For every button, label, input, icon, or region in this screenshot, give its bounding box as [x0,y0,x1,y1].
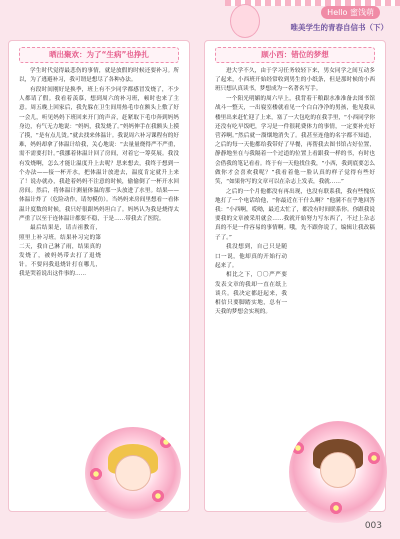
right-article-body [215,67,375,318]
left-article-title: 晒出聚欢：为了“生病”也挣扎 [19,47,179,63]
page-number: 003 [364,521,382,531]
paragraph: 学生时代觉得最悲伤的事情，就是放假的时候还要补习。所以，为了逃避补习，我可谓是想尽了各种办法。 [19,68,179,84]
brand-label: Hello 蜜饯萌 [321,6,380,19]
paragraph: 我没想到，自己只是随口一说，他却真的开始行动起来了。 [215,244,287,269]
paragraph: 一个阳光明媚的周六早上，我背着干粮跟水准准备去图书馆战斗一整天，一出寝室楼就看见一个白白净净的男孩，他见我从楼里出来赶忙迎了上来，塞了一大包吃的在我手里，“小西同学你还没有吃早饭吧，学习是一件很耗费体力的事情，一定要补充好营养啊。”然后就一溜烟地消失了。我甚至连他的名字都不知道，之后的每一天他都给我带好了早餐，再帮我去图书馆占好位置，静静地坐在与我隔着一个过道的位置上看跟我一样的书，有时也会借我的笔记看看。终于有一天他找住我，“小西，我到底要怎么做你才会喜欢我呢？”我看着他一脸认真的样子觉得有些好笑，“如果你写的文章可以在杂志上发表，我就……” [215,96,375,185]
girl-illustration-left [85,427,181,519]
paragraph: 相比之下，〇〇严严要发表文章的我却一直在纸上谈兵。我决定都赶起来，我相信只要脚踏实地，总有一天我的梦想会实现的。 [215,272,287,316]
girl-illustration-right [289,421,387,523]
paragraph: 之后的一个月他都没有再出现，也没有联系我，我有些愧疚地打了一个电话给他，“你最近在干什么啊？”他满不在乎地回答我：“小西啊，哎呦，最近太忙了，都没有时间联系你。你跟我说要我的文章被采用就会……我就开始努力写东西了，不过上杂志真的不是一件容易的事情啊。哦，先不跟你说了，编辑让我改稿子了。” [215,188,375,241]
right-column [204,40,386,512]
left-column [8,40,190,512]
paragraph: 有段时间刚好是换季，班上有不少同学都感冒发烧了，不少人都请了假。我看着羡慕，想到周六的补习班，顿时也来了主意。周五晚上回家后，我先躲在卫生间用热毛巾在额头上敷了好一会儿，听见妈妈下班回来开门的声音，赶紧取下毛巾奔到妈妈身边，有气无力地说：“妈妈，我发烧了。”妈妈伸手在我额头上摸了摸，“是有点儿烫。”就去找来体温计。我说周六补习课程有的好难，妈妈却拿了体温计给我，关心地说：“去量量烧得严不严重，需不需要打针。”我挪着体温计回了房间，对着它一筹莫展。我没有发烧啊，怎么才能让温度升上去呢？思来想去，我终于想到一个办法——接一杯开水，把体温计放进去，温度肯定就升上来了！说办就办，我趁着妈妈不注意的时候，偷偷倒了一杯开水回房间。然后，将体温计测量体温的那一头放进了水里。结果——体温计炸了（危险动作，请勿模仿）。当妈妈来房间里想看一看体温计度数的时候，我只好很跟妈妈坦白了。妈妈认为我是烧得太严重了以至于连体温计都要不稳，于是……带我去了医院。 [19,86,179,222]
mascot-girl-icon [230,4,260,38]
paragraph: 进大学不久，由于学习任务较轻下来，男女同学之间互动多了起来，小西班开始经常收到男生的小纸条，但是那时候的小西班只想认真读书，梦想成为一名著名写手。 [215,68,375,93]
book-subtitle: 唯美学生的青春自信书（下） [290,23,388,32]
page-header [0,0,400,42]
paragraph: 最后结果是，请吉祖教育，照里上补习班。结果补习完的第二天，我自己淋了雨，结果真的发烧了，被妈妈带去打了退烧针。不要问我退烧针打在哪儿，我是哭着说出这件事的…… [19,225,101,278]
left-article-body [19,67,179,280]
right-article-title: 顾小西：错位的梦想 [215,47,375,63]
